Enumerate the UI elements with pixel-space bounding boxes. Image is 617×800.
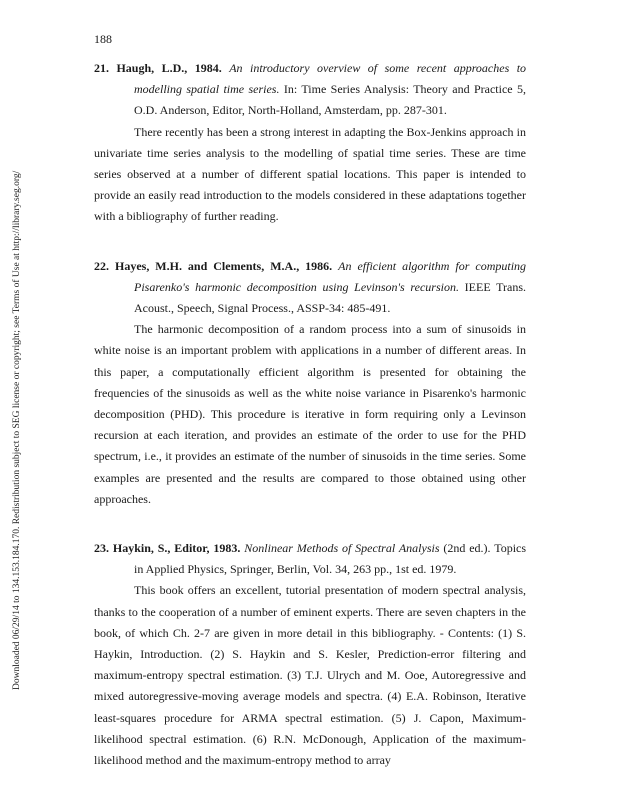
entry-source: IEEE Trans. Acoust., Speech, Signal Process., ASSP-34: 485-491. (134, 279, 527, 316)
entry-authors: Hayes, M.H. and Clements, M.A., 1986. (114, 258, 333, 273)
bibliography-list (94, 58, 526, 799)
entry-abstract: This book offers an excellent, tutorial presentation of modern spectral analysis, thanks to the cooperation of a number of eminent experts. There are seven chapters in the book, of which Ch. 2-7 are given in more detail in this bibliography. - Contents: (1) S. Haykin, Introduction. (2) S. Haykin and S. Kesler, Prediction-error filtering and maximum-entropy spectral estimation. (3) T.J. Ulrych and M. Ooe, Autoregressive and mixed autoregressive-moving average models and spectra. (4) E.A. Robinson, Iterative least-squares procedure for ARMA spectral estimation. (5) J. Capon, Maximum-likelihood spectral estimation. (6) R.N. McDonough, Application of the maximum-likelihood method and the maximum-entropy method to array (94, 583, 526, 768)
entry-source: (2nd ed.). Topics in Applied Physics, Springer, Berlin, Vol. 34, 263 pp., 1st ed. 1979. (134, 541, 527, 577)
bibliography-entry-21 (94, 58, 526, 228)
citation (94, 256, 526, 320)
entry-title: Nonlinear Methods of Spectral Analysis (244, 541, 440, 556)
bibliography-entry-22 (94, 256, 526, 510)
entry-number: 22. (94, 258, 109, 273)
entry-number: 23. (94, 541, 109, 556)
page-number: 188 (94, 32, 112, 46)
entry-number: 21. (94, 61, 109, 75)
citation (94, 538, 526, 580)
entry-authors: Haykin, S., Editor, 1983. (112, 541, 241, 556)
entry-abstract: The harmonic decomposition of a random process into a sum of sinusoids in white noise is an important problem with applications in a number of different areas. In this paper, a computationally efficient algorithm is presented for obtaining the frequencies of the sinusoids as well as the white noise variance in Pisarenko's harmonic decomposition (PHD). This procedure is iterative in form requiring only a Levinson recursion at each iteration, and provides an estimate of the order to use for the PHD spectrum, i.e., it provides an estimate of the number of sinusoids in the time series. Some examples are presented and the results are compared to those obtained using other approaches. (94, 322, 526, 506)
entry-abstract: There recently has been a strong interest in adapting the Box-Jenkins approach in univariate time series analysis to the modelling of spatial time series. These are time series observed at a number of different spatial locations. This paper is intended to provide an easily read introduction to the models considered in these adaptations together with a bibliography of further reading. (94, 124, 526, 224)
entry-title: An introductory overview of some recent approaches to modelling spatial time series. (134, 61, 527, 97)
bibliography-entry-23 (94, 538, 526, 771)
entry-source: In: Time Series Analysis: Theory and Practice 5, O.D. Anderson, Editor, North-Holland, Amsterdam, pp. 287-301. (134, 82, 526, 118)
download-notice: Downloaded 06/29/14 to 134.153.184.170. Redistribution subject to SEG license or copyright; see Terms of Use at http://library.seg.org/ (12, 170, 22, 690)
citation (94, 58, 526, 122)
entry-authors: Haugh, L.D., 1984. (116, 61, 222, 75)
entry-title: An efficient algorithm for computing Pisarenko's harmonic decomposition using Levinson's recursion. (134, 258, 527, 294)
